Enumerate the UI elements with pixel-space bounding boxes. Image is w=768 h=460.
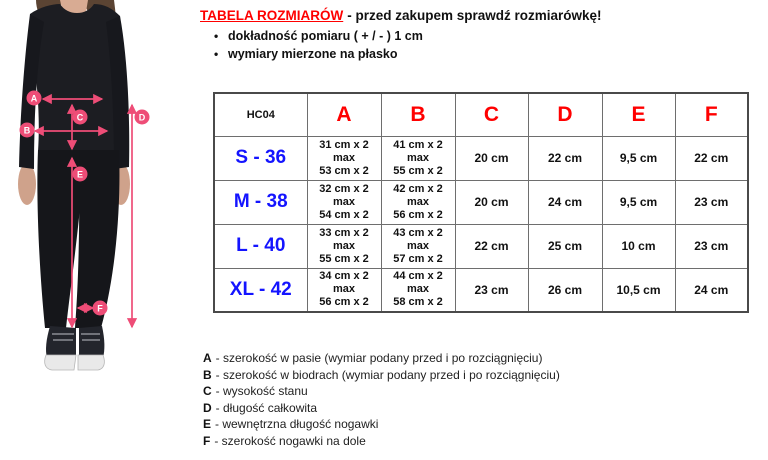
- badge-B-label: B: [23, 125, 31, 136]
- measurement-notes: [214, 29, 634, 65]
- legend-letter: E: [203, 417, 212, 431]
- legend-text: - wewnętrzna długość nogawki: [215, 417, 379, 431]
- legend-item-E: [203, 418, 763, 431]
- value-cell-D: 26 cm: [528, 268, 602, 312]
- value-line: max: [332, 195, 356, 208]
- table-row: [214, 136, 748, 180]
- value-cell-C: 20 cm: [455, 136, 528, 180]
- value-line: 57 cm x 2: [393, 252, 443, 265]
- size-cell: S - 36: [214, 136, 307, 180]
- column-header-F: F: [675, 93, 748, 136]
- value-cell-B: [381, 224, 455, 268]
- value-line: 54 cm x 2: [319, 208, 369, 221]
- legend-letter: C: [203, 384, 212, 398]
- value-line: 56 cm x 2: [319, 296, 369, 309]
- bullet-icon: •: [214, 29, 219, 43]
- size-table: [213, 92, 749, 313]
- column-header-B: B: [381, 93, 455, 136]
- value-cell-D: 24 cm: [528, 180, 602, 224]
- value-cell-E: 10 cm: [602, 224, 675, 268]
- left-hand: [18, 163, 36, 205]
- legend-item-A: [203, 352, 763, 365]
- legend-text: - długość całkowita: [215, 400, 318, 415]
- value-cell-F: 23 cm: [675, 180, 748, 224]
- legend-text: - wysokość stanu: [215, 384, 308, 398]
- value-line: 41 cm x 2: [393, 138, 443, 151]
- note-flat: [214, 47, 634, 61]
- value-line: 55 cm x 2: [393, 164, 443, 177]
- value-line: 56 cm x 2: [393, 208, 443, 221]
- value-line: max: [332, 151, 356, 164]
- model-photo: [0, 0, 195, 390]
- table-row: [214, 224, 748, 268]
- value-cell-F: 24 cm: [675, 268, 748, 312]
- value-cell-B: [381, 136, 455, 180]
- value-cell-A: [307, 136, 381, 180]
- column-header-C: C: [455, 93, 528, 136]
- badge-D-label: D: [138, 112, 146, 123]
- left-shoe-upper: [46, 326, 76, 358]
- legend-item-B: [203, 369, 763, 382]
- value-line: 55 cm x 2: [319, 252, 369, 265]
- value-cell-E: 10,5 cm: [602, 268, 675, 312]
- value-cell-F: 23 cm: [675, 224, 748, 268]
- value-cell-E: 9,5 cm: [602, 180, 675, 224]
- badge-F-label: F: [97, 303, 103, 314]
- badge-A-label: A: [30, 93, 38, 104]
- note-accuracy-text: dokładność pomiaru ( + / - ) 1 cm: [228, 29, 423, 43]
- column-header-E: E: [602, 93, 675, 136]
- legend-text: - szerokość nogawki na dole: [214, 433, 366, 448]
- size-cell: XL - 42: [214, 268, 307, 312]
- value-line: max: [406, 151, 430, 164]
- legend-item-D: [203, 402, 763, 415]
- value-cell-B: [381, 268, 455, 312]
- note-flat-text: wymiary mierzone na płasko: [228, 47, 398, 61]
- value-line: max: [406, 239, 430, 252]
- left-shoe-sole: [45, 355, 76, 370]
- value-line: 32 cm x 2: [319, 182, 369, 195]
- note-accuracy: [214, 29, 634, 43]
- legend-letter: A: [203, 351, 212, 365]
- value-cell-B: [381, 180, 455, 224]
- legend-letter: D: [203, 400, 212, 415]
- legend-item-F: [203, 435, 763, 448]
- value-line: max: [406, 195, 430, 208]
- right-shoe-upper: [79, 326, 104, 358]
- badge-C-label: C: [76, 112, 84, 123]
- value-line: 31 cm x 2: [319, 138, 369, 151]
- value-cell-D: 22 cm: [528, 136, 602, 180]
- value-cell-E: 9,5 cm: [602, 136, 675, 180]
- size-table-header-row: [214, 93, 748, 136]
- column-header-A: A: [307, 93, 381, 136]
- value-line: 43 cm x 2: [393, 226, 443, 239]
- page-title: [200, 7, 760, 24]
- legend-text: - szerokość w biodrach (wymiar podany przed i po rozciągnięciu): [215, 367, 560, 382]
- table-row: [214, 268, 748, 312]
- value-line: 33 cm x 2: [319, 226, 369, 239]
- value-cell-A: [307, 224, 381, 268]
- bullet-icon: •: [214, 47, 219, 61]
- value-line: 53 cm x 2: [319, 164, 369, 177]
- legend-letter: B: [203, 367, 212, 382]
- value-cell-D: 25 cm: [528, 224, 602, 268]
- value-cell-A: [307, 268, 381, 312]
- value-line: 44 cm x 2: [393, 270, 443, 283]
- model-code-cell: HC04: [214, 93, 307, 136]
- value-cell-C: 22 cm: [455, 224, 528, 268]
- right-shoe-sole: [78, 355, 104, 370]
- value-cell-F: 22 cm: [675, 136, 748, 180]
- badge-E-label: E: [76, 169, 84, 180]
- legend-text: - szerokość w pasie (wymiar podany przed i po rozciągnięciu): [215, 351, 543, 365]
- value-line: 34 cm x 2: [319, 270, 369, 283]
- value-line: 58 cm x 2: [393, 296, 443, 309]
- model-measurement-figure: [0, 0, 195, 390]
- page-title-suffix: - przed zakupem sprawdź rozmiarówkę!: [347, 8, 602, 23]
- value-line: 42 cm x 2: [393, 182, 443, 195]
- value-line: max: [406, 283, 430, 296]
- measurement-legend: [203, 352, 763, 451]
- legend-letter: F: [203, 433, 211, 448]
- legend-item-C: [203, 385, 763, 398]
- size-cell: L - 40: [214, 224, 307, 268]
- column-header-D: D: [528, 93, 602, 136]
- value-cell-A: [307, 180, 381, 224]
- table-row: [214, 180, 748, 224]
- page-title-highlight: TABELA ROZMIARÓW: [200, 8, 344, 23]
- size-cell: M - 38: [214, 180, 307, 224]
- value-line: max: [332, 239, 356, 252]
- value-cell-C: 23 cm: [455, 268, 528, 312]
- value-line: max: [332, 283, 356, 296]
- value-cell-C: 20 cm: [455, 180, 528, 224]
